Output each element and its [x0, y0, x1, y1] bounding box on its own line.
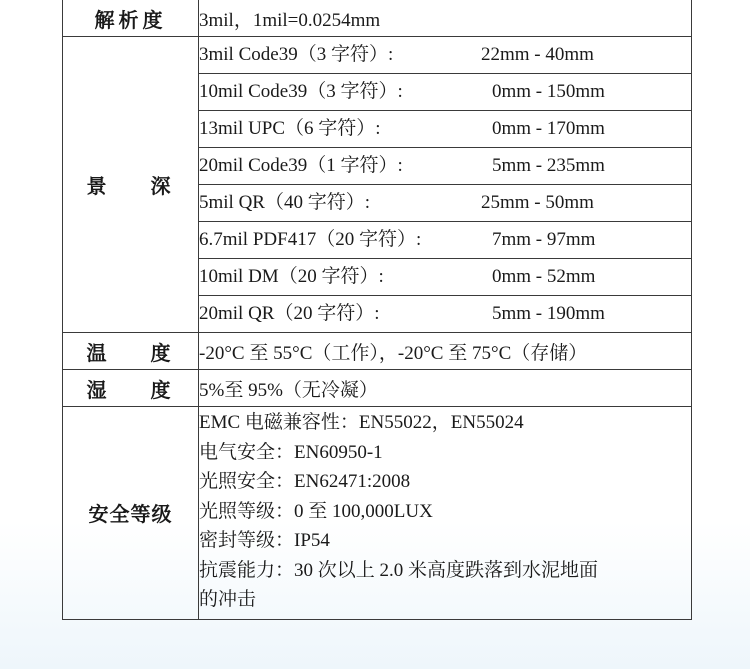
- depth-cell: [199, 296, 692, 333]
- depth-range: 22mm - 40mm: [481, 44, 594, 65]
- humidity-label: 湿 度: [63, 370, 199, 407]
- resolution-row: [63, 0, 692, 37]
- safety-line: EMC 电磁兼容性：EN55022，EN55024: [199, 412, 524, 433]
- depth-code: 20mil Code39（1 字符）:: [199, 155, 403, 176]
- safety-line: 密封等级：IP54: [199, 530, 330, 551]
- depth-cell: [199, 74, 692, 111]
- depth-cell: [199, 148, 692, 185]
- depth-range: 7mm - 97mm: [492, 229, 596, 250]
- depth-cell: [199, 111, 692, 148]
- humidity-row: [63, 370, 692, 407]
- temperature-label: 温 度: [63, 333, 199, 370]
- safety-row: [63, 407, 692, 620]
- safety-line: 的冲击: [199, 589, 257, 610]
- depth-range: 0mm - 150mm: [492, 81, 605, 102]
- temperature-value: -20°C 至 55°C（工作），-20°C 至 75°C（存储）: [199, 333, 692, 370]
- depth-cell: [199, 185, 692, 222]
- depth-range: 0mm - 52mm: [492, 266, 596, 287]
- depth-of-field-label: 景 深: [63, 37, 199, 333]
- depth-row: [63, 37, 692, 74]
- depth-range: 5mm - 190mm: [492, 303, 605, 324]
- depth-code: 6.7mil PDF417（20 字符）:: [199, 229, 422, 250]
- temperature-row: [63, 333, 692, 370]
- resolution-label: 解析度: [63, 0, 199, 37]
- depth-code: 10mil Code39（3 字符）:: [199, 81, 403, 102]
- safety-label: 安全等级: [63, 407, 199, 620]
- resolution-value: 3mil，1mil=0.0254mm: [199, 0, 692, 37]
- depth-range: 5mm - 235mm: [492, 155, 605, 176]
- depth-code: 10mil DM（20 字符）:: [199, 266, 384, 287]
- depth-code: 20mil QR（20 字符）:: [199, 303, 380, 324]
- depth-cell: [199, 259, 692, 296]
- safety-line: 电气安全：EN60950-1: [199, 441, 383, 463]
- depth-range: 25mm - 50mm: [481, 192, 594, 213]
- depth-range: 0mm - 170mm: [492, 118, 605, 139]
- safety-line: 光照安全：EN62471:2008: [199, 471, 411, 492]
- depth-cell: [199, 37, 692, 74]
- safety-line: 光照等级：0 至 100,000LUX: [199, 500, 433, 522]
- depth-code: 13mil UPC（6 字符）:: [199, 118, 381, 139]
- depth-code: 5mil QR（40 字符）:: [199, 192, 371, 213]
- humidity-value: 5%至 95%（无冷凝）: [199, 370, 692, 407]
- depth-code: 3mil Code39（3 字符）:: [199, 44, 394, 65]
- safety-value: [199, 407, 692, 620]
- depth-cell: [199, 222, 692, 259]
- safety-line: 抗震能力：30 次以上 2.0 米高度跌落到水泥地面: [199, 559, 599, 581]
- spec-table: [62, 0, 692, 620]
